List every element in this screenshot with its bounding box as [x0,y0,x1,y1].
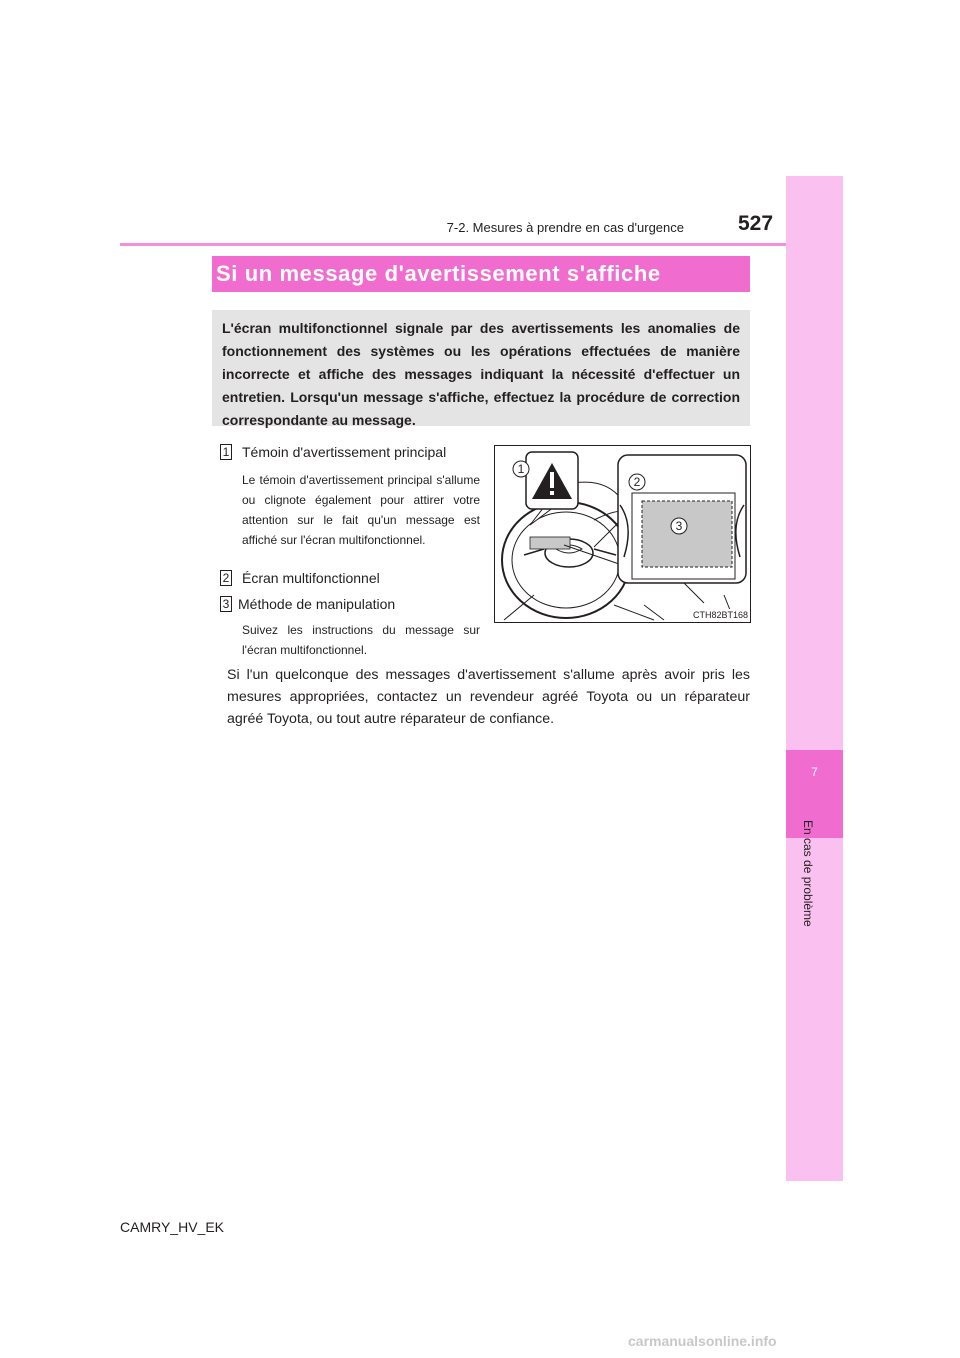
watermark: carmanualsonline.info [628,1333,777,1349]
item-number-badge: 3 [220,596,232,612]
chapter-number: 7 [811,765,818,779]
section-reference: 7-2. Mesures à prendre en cas d'urgence [446,220,684,235]
item-number-badge: 2 [220,570,232,586]
dashboard-illustration [494,445,751,623]
chapter-title: En cas de problème [801,820,815,927]
chapter-side-tab [786,176,843,1181]
item-description: Le témoin d'avertissement principal s'allume ou clignote également pour attirer votre attention sur le fait qu'un message est affiché sur l'écran multifonctionnel. [242,473,480,547]
item-description: Suivez les instructions du message sur l'écran multifonctionnel. [242,623,480,657]
footer-model-code: CAMRY_HV_EK [120,1219,225,1235]
page-number: 527 [738,212,774,235]
intro-box: L'écran multifonctionnel signale par des avertissements les anomalies de fonctionnement des systèmes ou les opérations effectuées de manière incorrecte et affiche des messages indiquant la nécessité d'effectuer un entretien. Lorsqu'un message s'affiche, effectuez la procédure de correction correspondante au message. [212,310,750,426]
figure-code: CTH82BT168 [692,610,748,620]
item-number-badge: 1 [220,444,232,460]
item-label: Témoin d'avertissement principal [242,444,447,460]
header-rule [120,243,786,246]
item-label: Méthode de manipulation [238,596,396,612]
callout-1: 1 [517,462,525,476]
callout-2: 2 [633,475,641,489]
closing-paragraph: Si l'un quelconque des messages d'avertissement s'allume après avoir pris les mesures appropriées, contactez un revendeur agréé Toyota ou un réparateur agréé Toyota, ou tout autre réparateur de confiance. [227,667,750,727]
callout-3: 3 [675,519,683,533]
item-label: Écran multifonctionnel [242,570,380,586]
section-title: Si un message d'avertissement s'affiche [212,256,750,292]
